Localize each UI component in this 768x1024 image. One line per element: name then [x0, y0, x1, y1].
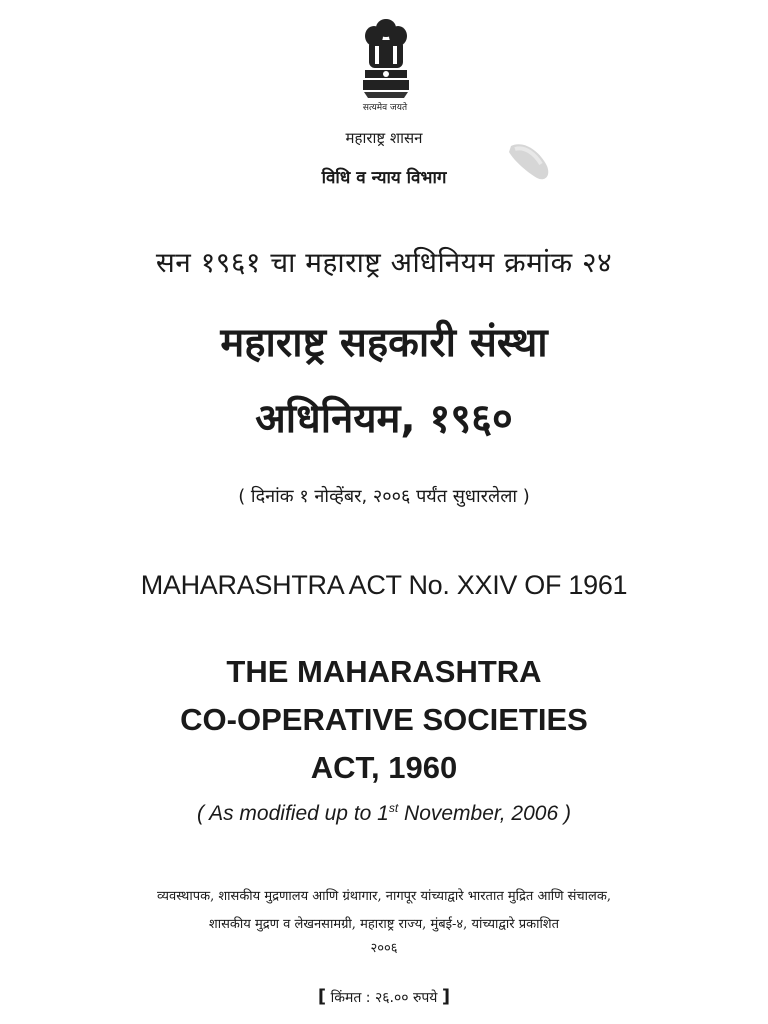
act-title-marathi-line2: अधिनियम, १९६०	[255, 396, 513, 442]
imprint-line2: शासकीय मुद्रण व लेखनसामग्री, महाराष्ट्र राज्य, मुंबई-४, यांच्याद्वारे प्रकाशित	[208, 917, 560, 932]
act-title-marathi-line1: महाराष्ट्र सहकारी संस्था	[220, 320, 548, 366]
modified-close: )	[558, 802, 571, 825]
modified-superscript: st	[388, 801, 399, 815]
modification-note-marathi: ( दिनांक १ नोव्हेंबर, २००६ पर्यंत सुधारलेला )	[238, 486, 530, 507]
emblem-motto: सत्यमेव जयते	[362, 103, 408, 113]
act-number-english: MAHARASHTRA ACT No. XXIV OF 1961	[140, 570, 628, 600]
publication-year: २००६	[370, 941, 398, 956]
modification-note-english	[0, 801, 768, 826]
act-title-english-line1: THE MAHARASHTRA	[226, 654, 542, 689]
price-bracket-close: ]	[441, 986, 451, 1007]
imprint-line1: व्यवस्थापक, शासकीय मुद्रणालय आणि ग्रंथागार, नागपूर यांच्याद्वारे भारतात मुद्रित आणि संचालक,	[157, 889, 611, 904]
state-emblem-icon	[352, 14, 420, 114]
imprint	[0, 883, 768, 939]
act-title-english	[0, 648, 768, 792]
act-title-marathi	[0, 305, 768, 457]
department-name: विधि व न्याय विभाग	[321, 168, 447, 188]
act-number-marathi: सन १९६१ चा महाराष्ट्र अधिनियम क्रमांक २४	[155, 246, 613, 279]
price-label	[0, 986, 768, 1007]
act-title-english-line3: ACT, 1960	[310, 750, 458, 785]
modified-prefix: ( As modified up to 1	[197, 802, 389, 825]
act-title-english-line2: CO-OPERATIVE SOCIETIES	[180, 702, 588, 737]
price-text: किंमत : २६.०० रुपये	[326, 990, 442, 1006]
government-name: महाराष्ट्र शासन	[345, 129, 423, 147]
price-bracket-open: [	[317, 986, 327, 1007]
modified-suffix: November, 2006	[398, 802, 559, 825]
